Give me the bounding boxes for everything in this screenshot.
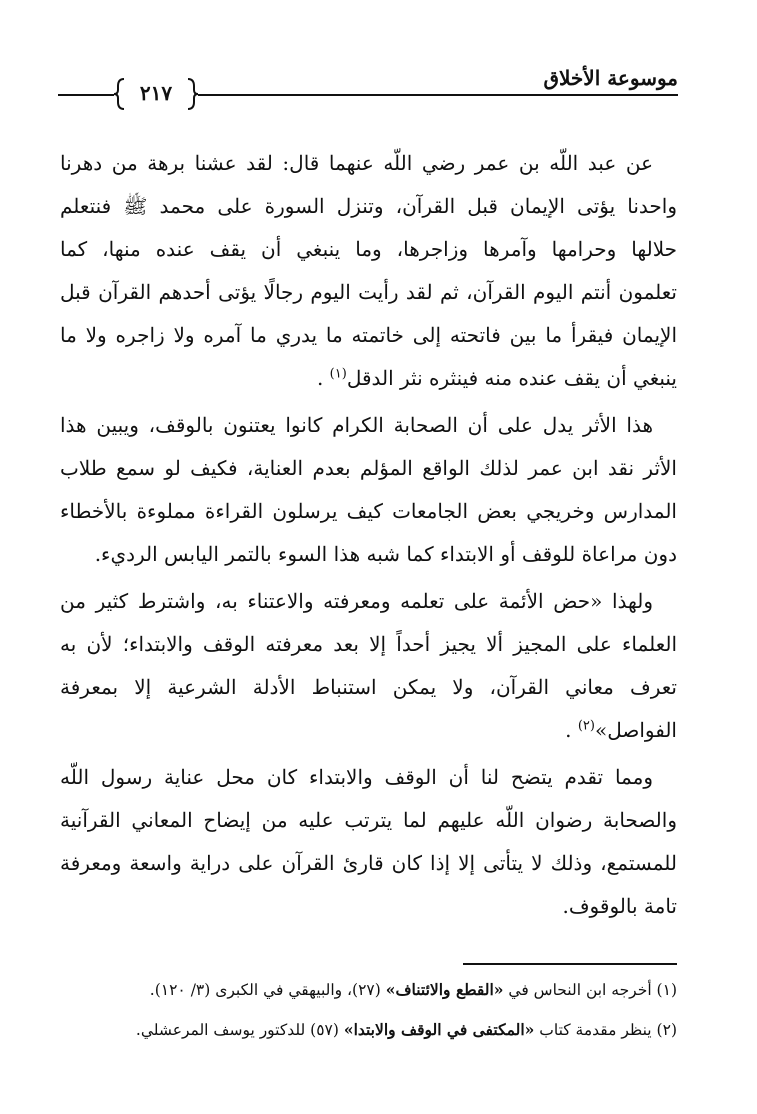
text-line: هذا الأثر يدل على أن الصحابة الكرام كانوا يعتنون بالوقف، ويبين هذا [60, 413, 653, 437]
text-line: حلالها وحرامها وآمرها وزاجرها، وما ينبغي أن يقف عنده منها، كما [60, 237, 677, 261]
footnote-book-title: «المكتفى في الوقف والابتدا» [343, 1020, 535, 1039]
text-line: عن عبد اللّه بن عمر رضي اللّه عنهما قال: لقد عشنا برهة من دهرنا [60, 151, 653, 175]
footnote-text: (٢٧)، والبيهقي في الكبرى (٣/ ١٢٠). [149, 981, 381, 999]
text-line: واحدنا يؤتى الإيمان قبل القرآن، وتنزل السورة على محمد ﷺ فنتعلم [60, 194, 677, 218]
text-line: الإيمان فيقرأ ما بين فاتحته إلى خاتمته ما يدري ما آمره ولا زاجره ولا ما [60, 323, 677, 347]
main-text [60, 142, 677, 932]
text-line: تامة بالوقوف. [562, 894, 677, 918]
text-line [60, 709, 677, 752]
footnotes [60, 970, 677, 1050]
text-line: ولهذا «حض الأئمة على تعلمه ومعرفته والاعتناء به، واشترط كثير من [60, 589, 653, 613]
page-number-frame [114, 76, 198, 112]
footnote-text: (٢) ينظر مقدمة كتاب [539, 1021, 677, 1039]
footnote-book-title: «القطع والائتناف» [385, 980, 504, 999]
text-line: دون مراعاة للوقف أو الابتداء كما شبه هذا السوء بالتمر اليابس الرديء. [94, 542, 677, 566]
header-rule-right [198, 94, 678, 96]
book-title: موسوعة الأخلاق [543, 66, 678, 90]
text-fragment: ينبغي أن يقف عنده منه فينثره نثر الدقل [346, 366, 677, 390]
text-line: للمستمع، وذلك لا يتأتى إلا إذا كان قارئ القرآن على دراية واسعة ومعرفة [60, 851, 677, 875]
text-line: ومما تقدم يتضح لنا أن الوقف والابتداء كان محل عناية رسول اللّه [60, 765, 653, 789]
footnote-text: (٥٧) للدكتور يوسف المرعشلي. [135, 1021, 339, 1039]
page-header [58, 64, 678, 116]
paragraph-4 [60, 756, 677, 928]
text-fragment: الفواصل» [594, 718, 677, 742]
text-line: تعرف معاني القرآن، ولا يمكن استنباط الأدلة الشرعية إلا بمعرفة [60, 675, 677, 699]
footnote-divider [463, 963, 677, 965]
footnote-2 [60, 1010, 677, 1050]
text-line: الأثر نقد ابن عمر لذلك الواقع المؤلم بعدم العناية، فكيف لو سمع طلاب [60, 456, 677, 480]
paragraph-2 [60, 404, 677, 576]
text-fragment: . [565, 718, 572, 742]
text-line: المدارس وخريجي بعض الجامعات كيف يرسلون القراءة مملوءة بالأخطاء [60, 499, 677, 523]
header-rule-left [58, 94, 114, 96]
footnote-ref-1[interactable]: (١) [329, 366, 347, 382]
text-line: تعلمون أنتم اليوم القرآن، ثم لقد رأيت اليوم رجالًا يؤتى أحدهم القرآن قبل [60, 280, 677, 304]
text-fragment: . [316, 366, 324, 390]
paragraph-1 [60, 142, 677, 400]
footnote-ref-2[interactable]: (٢) [577, 718, 595, 734]
footnote-text: (١) أخرجه ابن النحاس في [508, 981, 677, 999]
text-line [60, 357, 677, 400]
footnote-1 [60, 970, 677, 1010]
text-line: العلماء على المجيز ألا يجيز أحداً إلا بعد معرفته الوقف والابتداء؛ لأن به [60, 632, 677, 656]
paragraph-3 [60, 580, 677, 752]
page-number: ٢١٧ [139, 81, 173, 105]
text-line: والصحابة رضوان اللّه عليهم لما يترتب عليه من إيضاح المعاني القرآنية [60, 808, 677, 832]
